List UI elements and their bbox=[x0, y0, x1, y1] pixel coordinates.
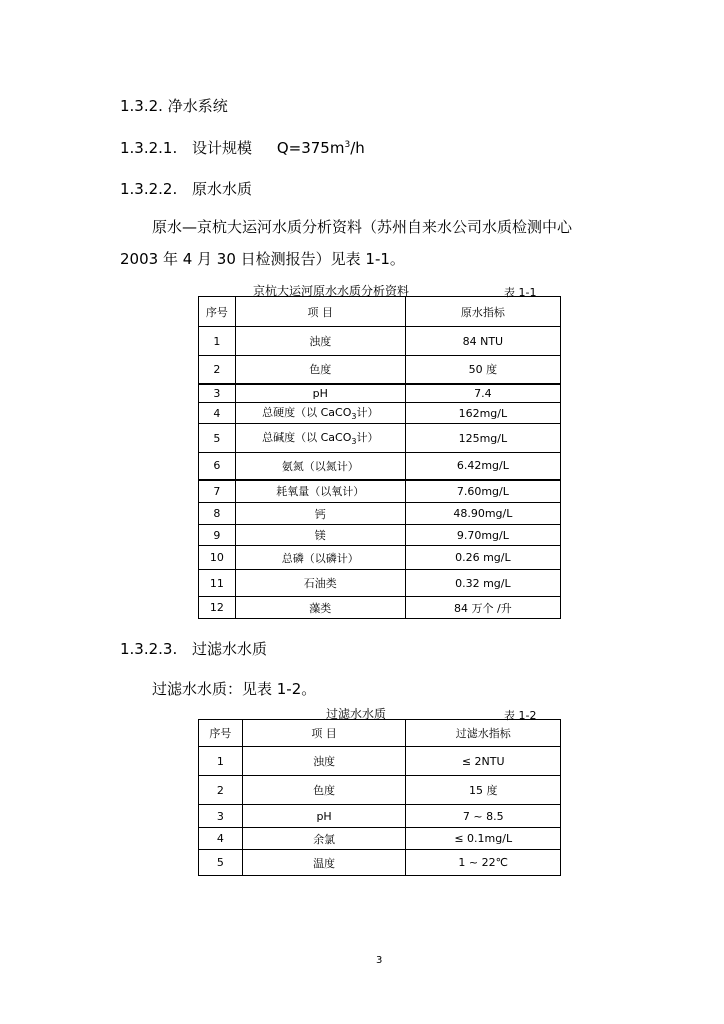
row-number: 11 bbox=[199, 570, 236, 597]
row-item: 藻类 bbox=[235, 597, 405, 619]
header-cell: 原水指标 bbox=[405, 297, 560, 327]
table-label: 表 1-1 bbox=[504, 286, 537, 299]
row-item: 钙 bbox=[235, 503, 405, 525]
section-heading-1-3-2-2 bbox=[120, 178, 252, 199]
row-item: 余氯 bbox=[242, 828, 406, 850]
row-number: 3 bbox=[199, 805, 243, 828]
row-value: 125mg/L bbox=[405, 424, 560, 453]
row-number: 5 bbox=[199, 424, 236, 453]
row-number: 9 bbox=[199, 525, 236, 546]
table-row bbox=[199, 570, 561, 597]
section-heading-1-3-2-3 bbox=[120, 638, 267, 659]
paragraph-line: 2003 年 4 月 30 日检测报告）见表 1-1。 bbox=[120, 250, 405, 268]
row-number: 10 bbox=[199, 546, 236, 570]
row-item: 石油类 bbox=[235, 570, 405, 597]
table-row bbox=[199, 828, 561, 850]
paragraph-line: 过滤水水质：见表 1-2。 bbox=[152, 680, 317, 698]
row-number: 4 bbox=[199, 403, 236, 424]
row-number: 2 bbox=[199, 776, 243, 805]
table-row bbox=[199, 403, 561, 424]
section-title: 过滤水水质 bbox=[192, 640, 268, 658]
row-number: 5 bbox=[199, 850, 243, 876]
header-cell: 过滤水指标 bbox=[406, 720, 561, 747]
row-value: 9.70mg/L bbox=[405, 525, 560, 546]
row-value: ≤ 2NTU bbox=[406, 747, 561, 776]
table-label: 表 1-2 bbox=[504, 709, 537, 722]
row-item: 温度 bbox=[242, 850, 406, 876]
table-row bbox=[199, 453, 561, 480]
row-item: 镁 bbox=[235, 525, 405, 546]
table-row bbox=[199, 480, 561, 503]
row-item: pH bbox=[235, 384, 405, 403]
header-cell: 项 目 bbox=[242, 720, 406, 747]
row-value: 1 ~ 22℃ bbox=[406, 850, 561, 876]
table-row bbox=[199, 327, 561, 356]
table-row bbox=[199, 424, 561, 453]
section-heading-1-3-2: 1.3.2. 净水系统 bbox=[120, 97, 228, 115]
table-row bbox=[199, 503, 561, 525]
section-number: 1.3.2.3. bbox=[120, 640, 178, 658]
row-number: 3 bbox=[199, 384, 236, 403]
section-title: 设计规模 bbox=[192, 139, 253, 157]
row-item: 浊度 bbox=[242, 747, 406, 776]
table-row bbox=[199, 747, 561, 776]
row-value: 7.4 bbox=[405, 384, 560, 403]
row-value: 7 ~ 8.5 bbox=[406, 805, 561, 828]
row-value: 84 NTU bbox=[405, 327, 560, 356]
table-row bbox=[199, 597, 561, 619]
design-flow-formula: $Q=375m^3/h$ bbox=[276, 139, 365, 157]
header-cell: 序号 bbox=[199, 297, 236, 327]
table-title: 京杭大运河原水水质分析资料 bbox=[253, 284, 410, 298]
section-number: 1.3.2.1. bbox=[120, 139, 178, 157]
table-header-row bbox=[199, 297, 561, 327]
row-value: 0.26 mg/L bbox=[405, 546, 560, 570]
section-title: 原水水质 bbox=[192, 180, 253, 198]
row-item: 总碱度（以 CaCO$_3$计） bbox=[235, 424, 405, 453]
table-row bbox=[199, 776, 561, 805]
row-item: 总硬度（以 CaCO$_3$计） bbox=[235, 403, 405, 424]
table-row bbox=[199, 525, 561, 546]
row-number: 1 bbox=[199, 747, 243, 776]
row-value: 6.42mg/L bbox=[405, 453, 560, 480]
page-number: 3 bbox=[376, 955, 383, 966]
row-number: 1 bbox=[199, 327, 236, 356]
table-row bbox=[199, 384, 561, 403]
row-value: ≤ 0.1mg/L bbox=[406, 828, 561, 850]
row-item: 氨氮（以氮计） bbox=[235, 453, 405, 480]
section-number: 1.3.2.2. bbox=[120, 180, 178, 198]
row-item: 浊度 bbox=[235, 327, 405, 356]
row-value: 50 度 bbox=[405, 356, 560, 384]
table-title: 过滤水水质 bbox=[326, 707, 387, 721]
row-item: 总磷（以磷计） bbox=[235, 546, 405, 570]
row-number: 6 bbox=[199, 453, 236, 480]
row-value: 48.90mg/L bbox=[405, 503, 560, 525]
row-item: 色度 bbox=[242, 776, 406, 805]
row-value: 15 度 bbox=[406, 776, 561, 805]
table-row bbox=[199, 805, 561, 828]
row-number: 12 bbox=[199, 597, 236, 619]
row-item: 耗氧量（以氧计） bbox=[235, 480, 405, 503]
row-number: 4 bbox=[199, 828, 243, 850]
section-heading-1-3-2-1 bbox=[120, 137, 365, 158]
row-value: 0.32 mg/L bbox=[405, 570, 560, 597]
header-cell: 项 目 bbox=[235, 297, 405, 327]
row-number: 8 bbox=[199, 503, 236, 525]
row-number: 2 bbox=[199, 356, 236, 384]
row-value: 162mg/L bbox=[405, 403, 560, 424]
raw-water-quality-table bbox=[198, 296, 561, 619]
filtered-water-quality-table bbox=[198, 719, 561, 876]
row-item: 色度 bbox=[235, 356, 405, 384]
row-item: pH bbox=[242, 805, 406, 828]
row-number: 7 bbox=[199, 480, 236, 503]
table-header-row bbox=[199, 720, 561, 747]
table-row bbox=[199, 850, 561, 876]
header-cell: 序号 bbox=[199, 720, 243, 747]
row-value: 84 万个 /升 bbox=[405, 597, 560, 619]
table-row bbox=[199, 546, 561, 570]
row-value: 7.60mg/L bbox=[405, 480, 560, 503]
paragraph-line: 原水—京杭大运河水质分析资料（苏州自来水公司水质检测中心 bbox=[152, 218, 573, 236]
table-row bbox=[199, 356, 561, 384]
